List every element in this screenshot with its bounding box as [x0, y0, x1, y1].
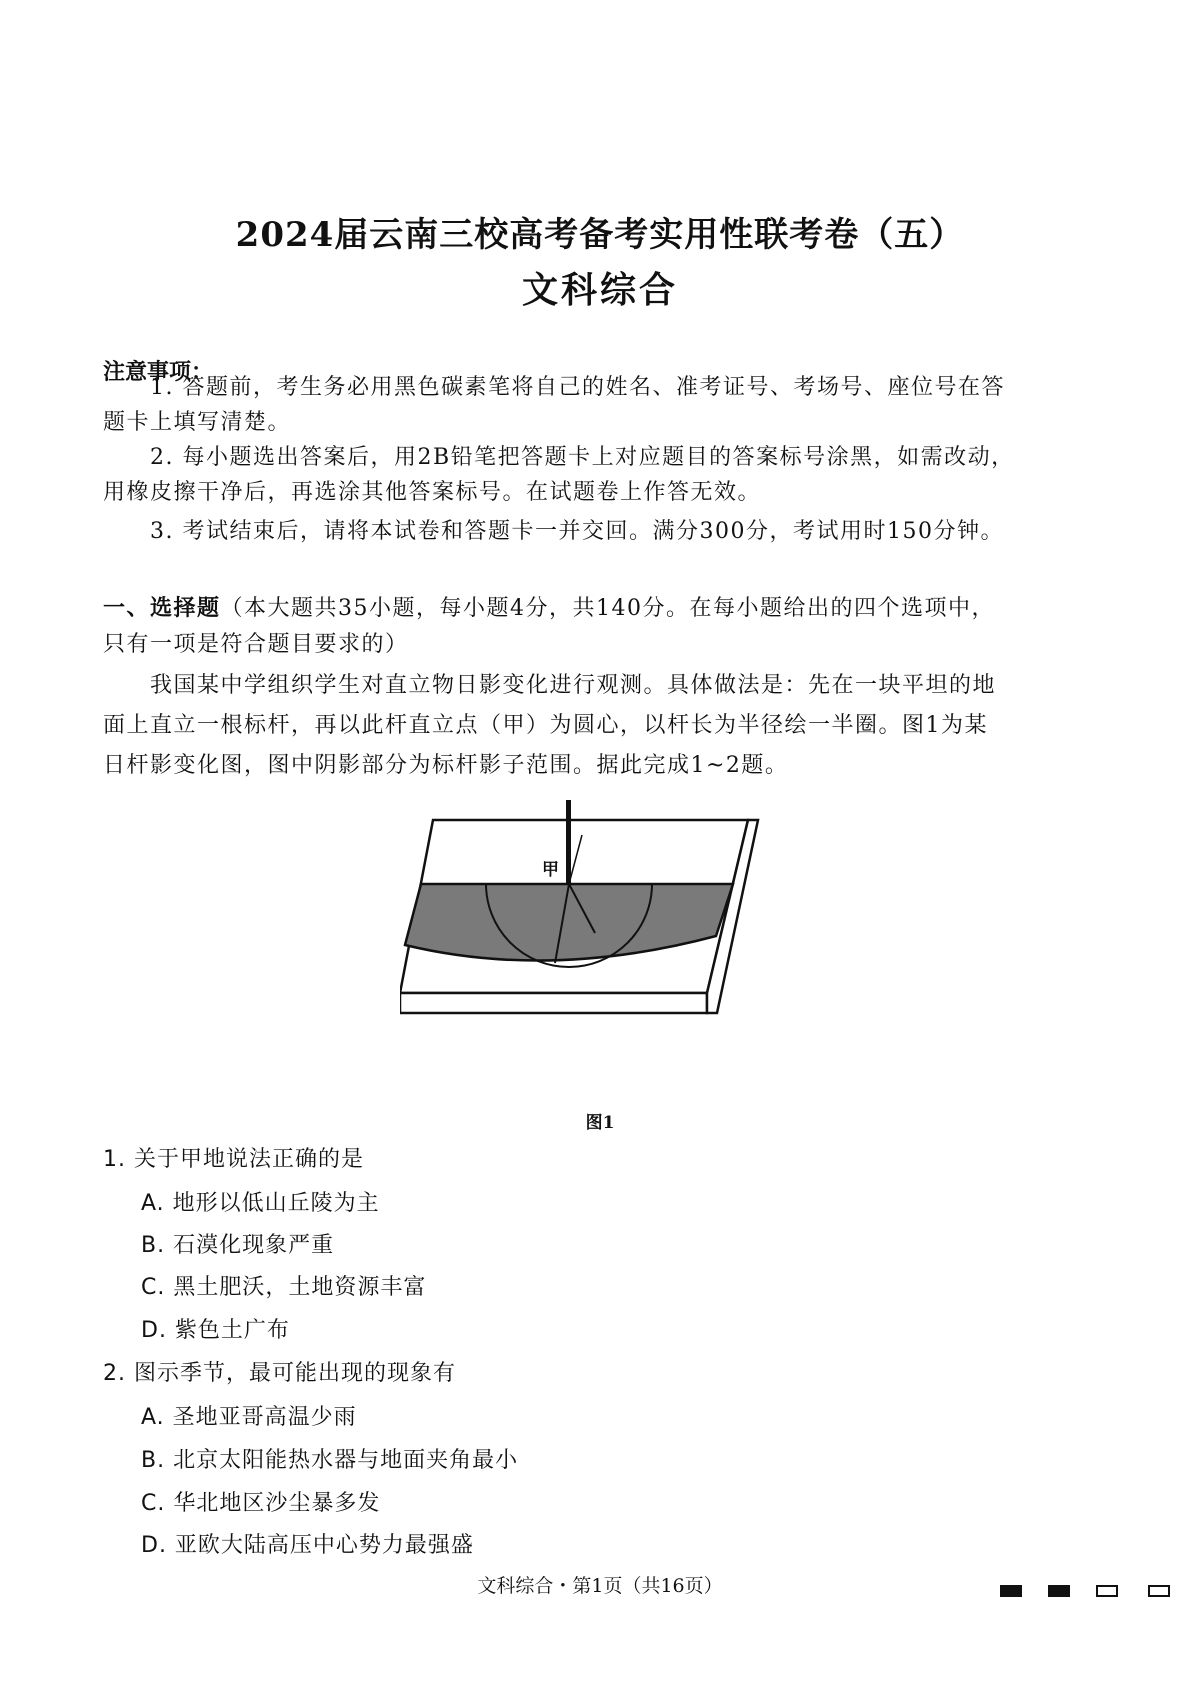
intro-line-1: 我国某中学组织学生对直立物日影变化进行观测。具体做法是：先在一块平坦的地 — [150, 673, 997, 698]
page-marker-filled-1 — [1000, 1585, 1022, 1597]
intro-line-2: 面上直立一根标杆，再以此杆直立点（甲）为圆心，以杆长为半径绘一半圈。图1为某 — [103, 713, 988, 738]
notice-item-1-line-2: 题卡上填写清楚。 — [103, 410, 292, 435]
question-2-option-d: D. 亚欧大陆高压中心势力最强盛 — [141, 1533, 474, 1558]
question-1-stem: 1. 关于甲地说法正确的是 — [103, 1147, 364, 1172]
section-1-desc-line-2: 只有一项是符合题目要求的） — [103, 632, 409, 657]
question-2-option-c: C. 华北地区沙尘暴多发 — [141, 1491, 381, 1516]
page-marker-empty-1 — [1096, 1585, 1118, 1597]
board-front-edge — [400, 993, 707, 1013]
notice-item-2-line-2: 用橡皮擦干净后，再选涂其他答案标号。在试题卷上作答无效。 — [103, 480, 762, 505]
figure-caption: 图1 — [585, 1113, 615, 1133]
exam-title: 2024届云南三校高考备考实用性联考卷（五） — [235, 215, 965, 255]
figure-1-pole-shadow-diagram — [400, 795, 820, 1095]
pole — [566, 800, 571, 884]
page-marker-filled-2 — [1048, 1585, 1070, 1597]
question-1-option-c: C. 黑土肥沃，土地资源丰富 — [141, 1275, 427, 1300]
question-2-stem: 2. 图示季节，最可能出现的现象有 — [103, 1361, 456, 1386]
notice-item-2-line-1: 2. 每小题选出答案后，用2B铅笔把答题卡上对应题目的答案标号涂黑，如需改动， — [150, 445, 1015, 470]
section-1-desc-line-1 — [103, 588, 995, 629]
intro-line-3: 日杆影变化图，图中阴影部分为标杆影子范围。据此完成1~2题。 — [103, 753, 789, 778]
exam-subject: 文科综合 — [521, 269, 678, 311]
point-label-jia: 甲 — [542, 860, 559, 880]
question-2-option-a: A. 圣地亚哥高温少雨 — [141, 1405, 357, 1430]
question-1-option-d: D. 紫色土广布 — [141, 1318, 290, 1343]
question-1-option-a: A. 地形以低山丘陵为主 — [141, 1191, 380, 1216]
page-footer: 文科综合・第1页（共16页） — [477, 1575, 723, 1597]
page-marker-empty-2 — [1148, 1585, 1170, 1597]
notice-item-1-line-1: 1. 答题前，考生务必用黑色碳素笔将自己的姓名、准考证号、考场号、座位号在答 — [150, 375, 1005, 400]
notice-heading: 注意事项： — [103, 360, 214, 385]
section-1-desc: （本大题共35小题，每小题4分，共140分。在每小题给出的四个选项中， — [220, 596, 996, 621]
notice-item-3: 3. 考试结束后，请将本试卷和答题卡一并交回。满分300分，考试用时150分钟。 — [150, 519, 1004, 544]
section-1-heading: 一、选择题 — [103, 595, 221, 621]
question-1-option-b: B. 石漠化现象严重 — [141, 1233, 335, 1258]
question-2-option-b: B. 北京太阳能热水器与地面夹角最小 — [141, 1448, 519, 1473]
